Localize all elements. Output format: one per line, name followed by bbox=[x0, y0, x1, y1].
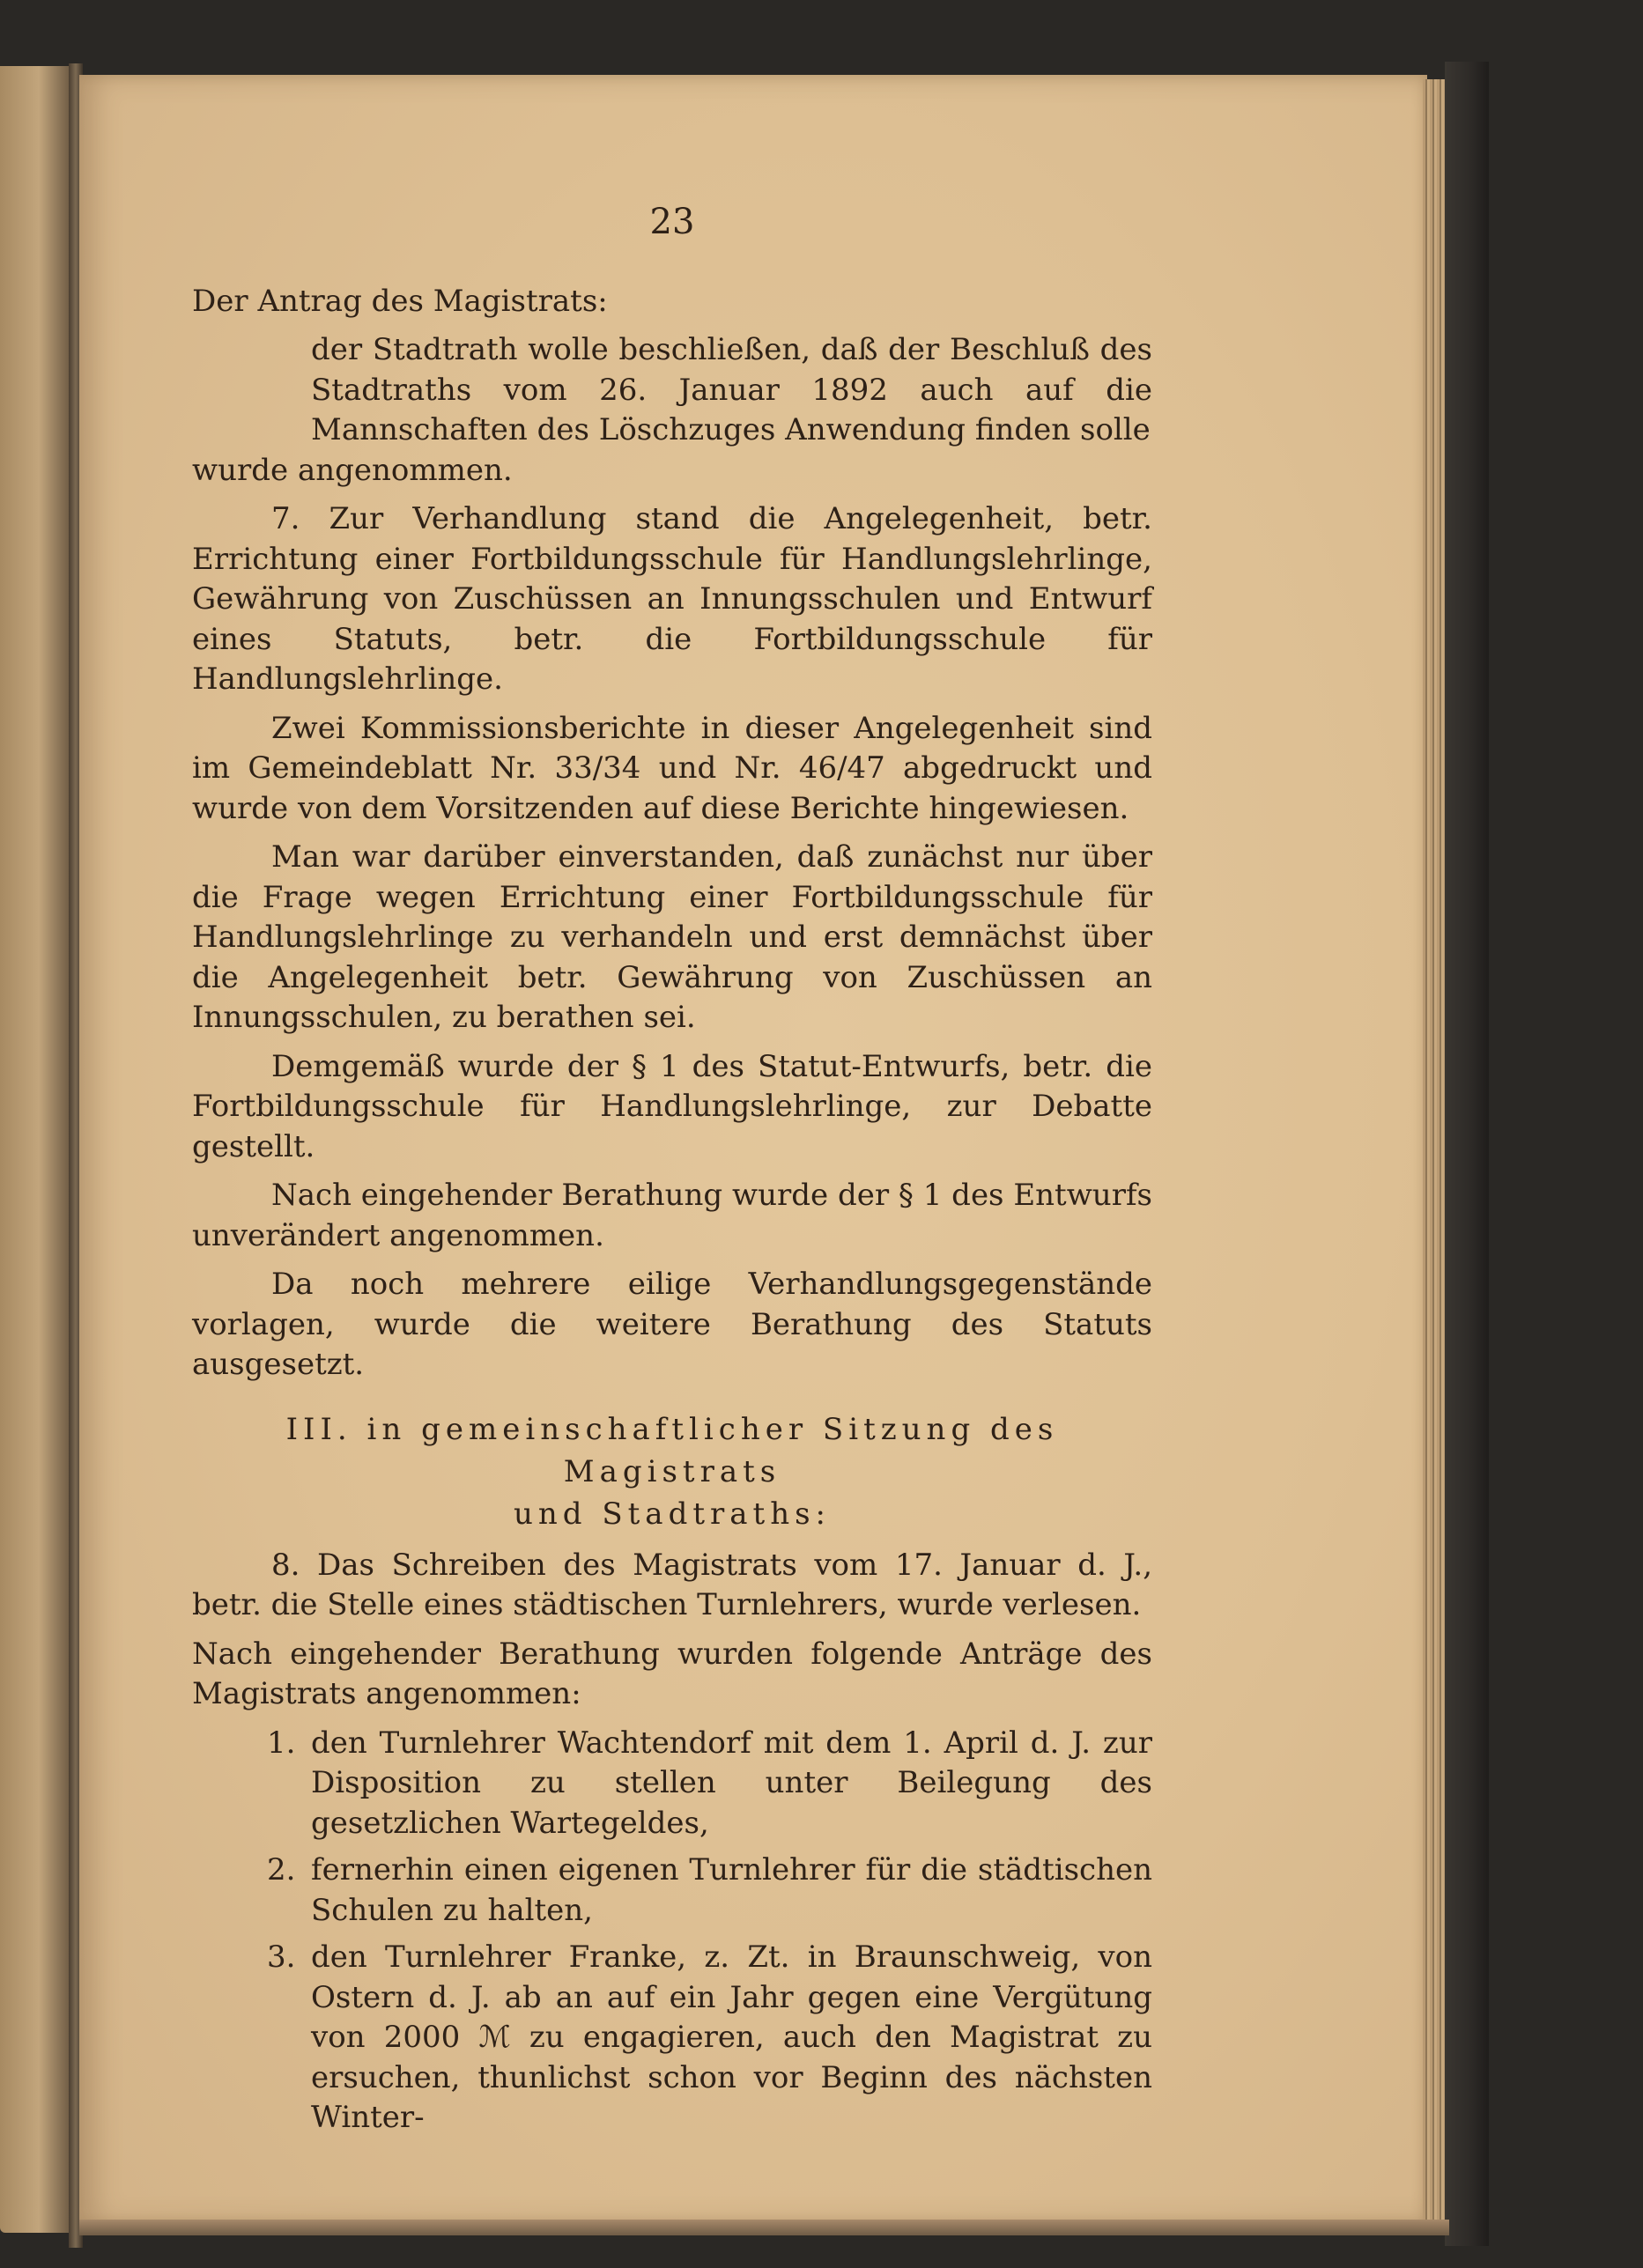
paragraph: Man war darüber einverstanden, daß zunächst nur über die Frage wegen Errichtung einer Fortbildungsschule für Handlungslehrlinge zu verhandeln und erst demnächst über die Angelegenheit betr. Gewährung von Zuschüssen an Innungsschulen, zu berathen sei. bbox=[192, 839, 1152, 1035]
book-cover-board bbox=[1445, 62, 1489, 2246]
paragraph: Da noch mehrere eilige Verhandlungsgegenstände vorlagen, wurde die weitere Berathung des Statuts ausgesetzt. bbox=[192, 1267, 1152, 1382]
previous-page-edge bbox=[0, 66, 70, 2233]
page-text bbox=[192, 203, 1152, 2146]
section-heading-line: III. in gemeinschaftlicher Sitzung des Magistrats bbox=[285, 1411, 1059, 1489]
list-item bbox=[192, 1724, 1152, 1844]
list-item-number: 1. bbox=[267, 1725, 296, 1761]
paragraph: Der Antrag des Magistrats: bbox=[192, 283, 608, 319]
list-item-number: 2. bbox=[267, 1852, 296, 1888]
page-number: 23 bbox=[649, 202, 695, 242]
list-item bbox=[192, 1938, 1152, 2139]
list-item-text: fernerhin einen eigenen Turnlehrer für die städtischen Schulen zu halten, bbox=[311, 1852, 1152, 1928]
paragraph: Zwei Kommissionsberichte in dieser Angelegenheit sind im Gemeindeblatt Nr. 33/34 und Nr. 46/47 abgedruckt und wurde von dem Vorsitzenden auf diese Berichte hingewiesen. bbox=[192, 710, 1152, 826]
paragraph: Nach eingehender Berathung wurde der § 1 des Entwurfs unverändert angenommen. bbox=[192, 1178, 1152, 1253]
list-item-number: 3. bbox=[267, 1939, 296, 1975]
list-item-text: den Turnlehrer Franke, z. Zt. in Braunschweig, von Ostern d. J. ab an auf ein Jahr gegen eine Vergütung von 2000 ℳ zu engagieren, auch den Magistrat zu ersuchen, thunlichst schon vor Beginn des nächsten Winter- bbox=[311, 1939, 1152, 2135]
list-item-text: den Turnlehrer Wachtendorf mit dem 1. April d. J. zur Disposition zu stellen unter Beilegung des gesetzlichen Wartegeldes, bbox=[311, 1725, 1152, 1841]
paragraph: 8. Das Schreiben des Magistrats vom 17. Januar d. J., betr. die Stelle eines städtischen Turnlehrers, wurde verlesen. bbox=[192, 1547, 1152, 1622]
paragraph: Demgemäß wurde der § 1 des Statut-Entwurfs, betr. die Fortbildungsschule für Handlungslehrlinge, zur Debatte gestellt. bbox=[192, 1048, 1152, 1164]
section-heading-line: und Stadtraths: bbox=[513, 1496, 831, 1532]
section-heading bbox=[192, 1408, 1152, 1535]
page-stack-edge bbox=[1423, 79, 1447, 2228]
paragraph: 7. Zur Verhandlung stand die Angelegenheit, betr. Errichtung einer Fortbildungsschule für Handlungslehrlinge, Gewährung von Zuschüssen an Innungsschulen und Entwurf eines Statuts, betr. die Fortbildungsschule für Handlungslehrlinge. bbox=[192, 501, 1152, 697]
paragraph: Nach eingehender Berathung wurden folgende Anträge des Magistrats angenommen: bbox=[192, 1636, 1152, 1711]
paragraph: wurde angenommen. bbox=[192, 452, 513, 488]
list-item bbox=[192, 1851, 1152, 1931]
resolution-list bbox=[192, 1724, 1152, 2139]
page-bottom-edge bbox=[79, 2220, 1449, 2235]
quoted-motion: der Stadtrath wolle beschließen, daß der Beschluß des Stadtraths vom 26. Januar 1892 auch auf die Mannschaften des Löschzuges Anwendung finden solle bbox=[311, 332, 1152, 447]
